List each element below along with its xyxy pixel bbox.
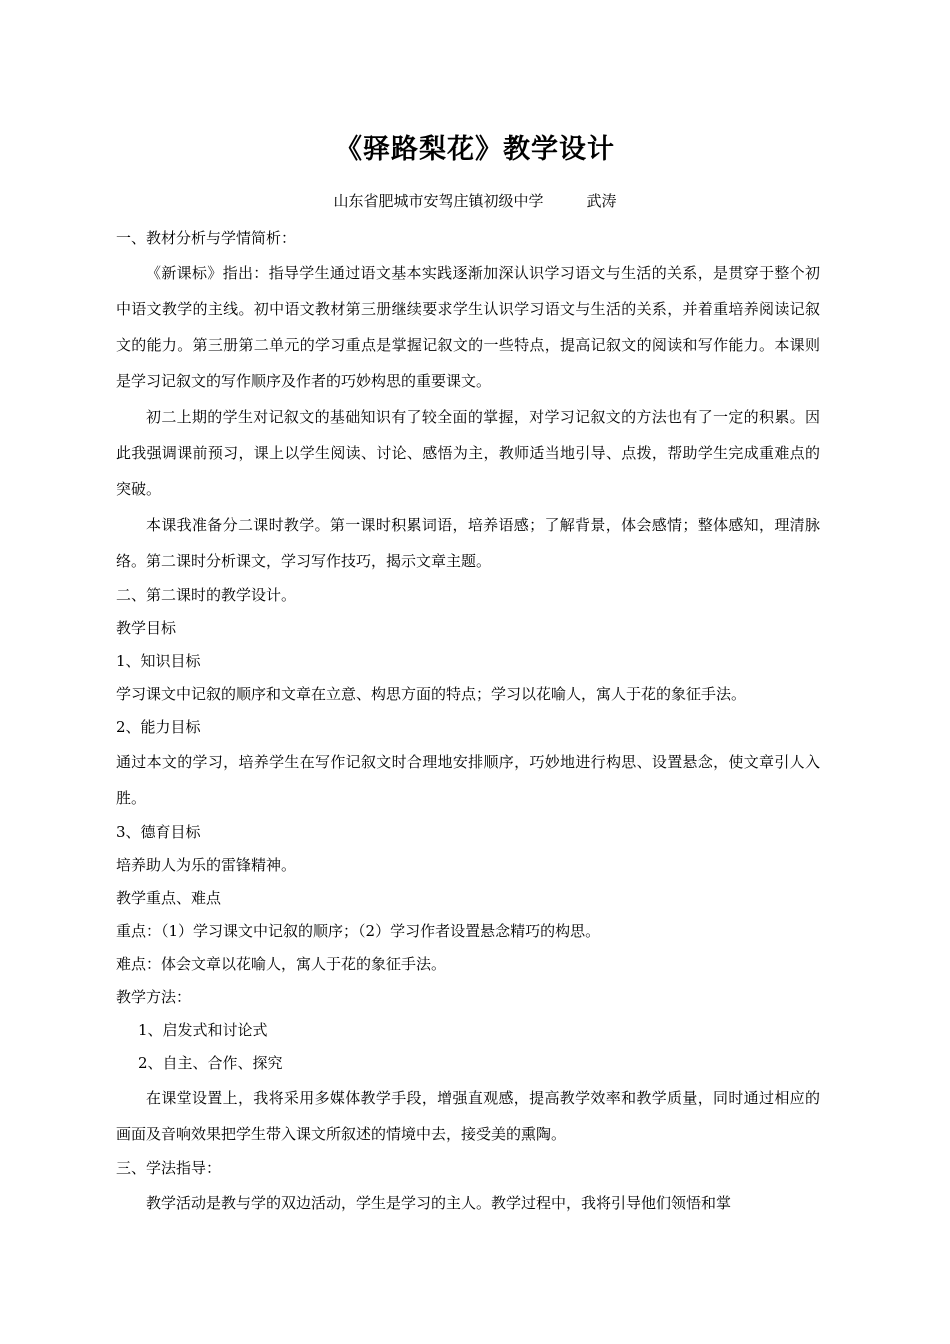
paragraph: 《新课标》指出：指导学生通过语文基本实践逐渐加深认识学习语文与生活的关系，是贯穿于整个初中语文教学的主线。初中语文教材第三册继续要求学生认识学习语文与生活的关系，并着重培养阅读记叙文的能力。第三册第二单元的学习重点是掌握记叙文的一些特点，提高记叙文的阅读和写作能力。本课则是学习记叙文的写作顺序及作者的巧妙构思的重要课文。 — [116, 264, 820, 390]
paragraph: 初二上期的学生对记叙文的基础知识有了较全面的掌握，对学习记叙文的方法也有了一定的积累。因此我强调课前预习，课上以学生阅读、讨论、感悟为主，教师适当地引导、点拨，帮助学生完成重难点的突破。 — [116, 408, 820, 498]
paragraph: 教学活动是教与学的双边活动，学生是学习的主人。教学过程中，我将引导他们领悟和掌 — [146, 1194, 732, 1212]
subheading-goals: 教学目标 — [116, 619, 177, 637]
section-heading-1: 一、教材分析与学情简析： — [116, 229, 297, 247]
goal-heading-ability: 2、能力目标 — [116, 718, 201, 736]
subheading-key-points: 教学重点、难点 — [116, 889, 222, 907]
section-heading-2: 二、第二课时的教学设计。 — [116, 586, 297, 604]
method-item: 1、启发式和讨论式 — [138, 1021, 268, 1039]
goal-heading-moral: 3、德育目标 — [116, 823, 201, 841]
goal-text-knowledge: 学习课文中记叙的顺序和文章在立意、构思方面的特点；学习以花喻人，寓人于花的象征手法。 — [116, 685, 747, 703]
author-byline: 山东省肥城市安驾庄镇初级中学 武涛 — [333, 192, 617, 210]
paragraph: 本课我准备分二课时教学。第一课时积累词语，培养语感；了解背景，体会感情；整体感知，理清脉络。第二课时分析课文，学习写作技巧，揭示文章主题。 — [116, 516, 820, 570]
difficult-point: 难点：体会文章以花喻人，寓人于花的象征手法。 — [116, 955, 447, 973]
key-point: 重点：（1）学习课文中记叙的顺序；（2）学习作者设置悬念精巧的构思。 — [116, 922, 601, 940]
subheading-methods: 教学方法： — [116, 988, 192, 1006]
goal-text-moral: 培养助人为乐的雷锋精神。 — [116, 856, 297, 874]
paragraph: 在课堂设置上，我将采用多媒体教学手段，增强直观感，提高教学效率和教学质量，同时通过相应的画面及音响效果把学生带入课文所叙述的情境中去，接受美的熏陶。 — [116, 1089, 820, 1143]
section-heading-3: 三、学法指导： — [116, 1159, 222, 1177]
document-body — [116, 222, 820, 1221]
goal-heading-knowledge: 1、知识目标 — [116, 652, 201, 670]
document-title: 《驿路梨花》教学设计 — [335, 134, 615, 165]
method-item: 2、自主、合作、探究 — [138, 1054, 283, 1072]
goal-text-ability: 通过本文的学习，培养学生在写作记叙文时合理地安排顺序，巧妙地进行构思、设置悬念，使文章引人入胜。 — [116, 753, 820, 807]
